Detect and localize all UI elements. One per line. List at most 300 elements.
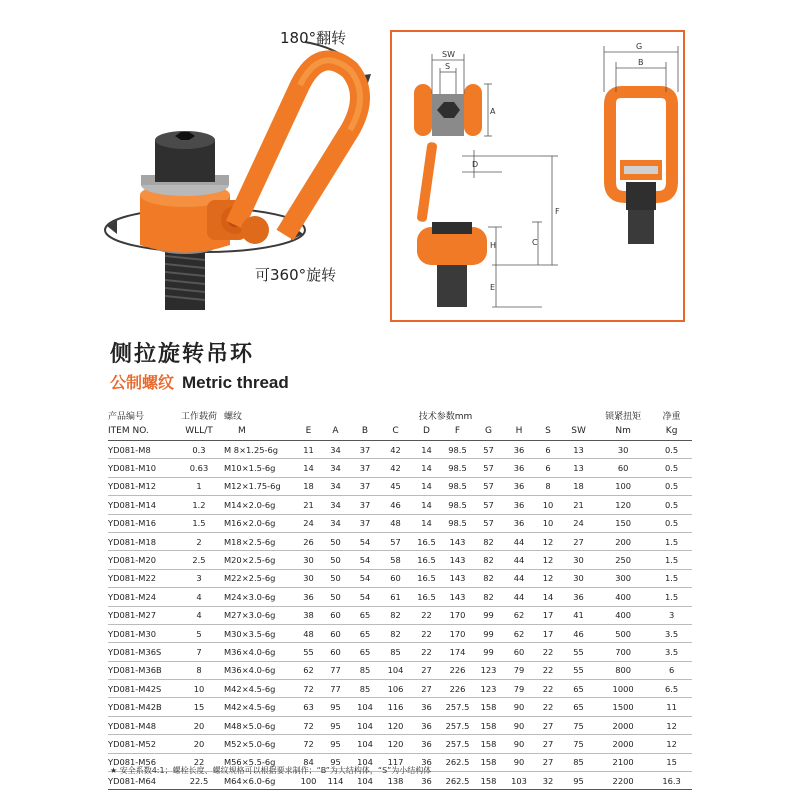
table-cell: 257.5 [442,716,473,734]
table-cell: 85 [350,680,380,698]
table-cell: 36 [296,588,321,606]
table-cell: 27 [534,753,562,771]
table-cell: 16.5 [411,532,442,550]
table-cell: 800 [595,661,651,679]
table-cell: 104 [350,698,380,716]
table-cell: 12 [651,716,692,734]
table-cell: 95 [321,735,350,753]
dimension-drawing [390,30,685,322]
spec-table [108,404,692,790]
table-cell: 120 [595,496,651,514]
table-cell: YD081-M18 [108,532,174,550]
table-row [108,459,692,477]
table-cell: 2 [174,532,224,550]
table-cell: 0.5 [651,496,692,514]
table-cell: 114 [321,772,350,790]
table-cell: 58 [380,551,411,569]
table-cell: 6 [534,441,562,459]
header-dim-h: H [504,422,534,441]
table-cell: 82 [380,624,411,642]
table-cell: M36×4.0-6g [224,643,296,661]
table-cell: 57 [473,477,504,495]
table-cell: 21 [562,496,595,514]
rotate-360-label: 可360°旋转 [255,266,337,284]
table-cell: 0.63 [174,459,224,477]
table-cell: 6.5 [651,680,692,698]
table-cell: 90 [504,698,534,716]
table-cell: 60 [321,624,350,642]
table-cell: 75 [562,716,595,734]
table-cell: 1.2 [174,496,224,514]
table-row [108,496,692,514]
table-cell: 30 [562,569,595,587]
table-cell: 143 [442,588,473,606]
table-cell: M64×6.0-6g [224,772,296,790]
table-cell: 22 [174,753,224,771]
table-cell: 150 [595,514,651,532]
table-cell: 120 [380,735,411,753]
header-torque-zh: 锁紧扭矩 [605,412,642,422]
table-cell: 8 [174,661,224,679]
table-cell: 34 [321,441,350,459]
table-cell: 55 [562,661,595,679]
table-cell: 44 [504,551,534,569]
header-thread-zh: 螺纹 [224,412,243,422]
table-cell: 17 [534,606,562,624]
table-cell: M12×1.75-6g [224,477,296,495]
table-cell: 82 [473,532,504,550]
table-cell: 85 [380,643,411,661]
table-cell: 84 [296,753,321,771]
table-cell: YD081-M48 [108,716,174,734]
header-weight-zh: 净重 [662,412,681,422]
table-cell: 65 [562,698,595,716]
table-cell: 17 [534,624,562,642]
table-cell: 82 [473,588,504,606]
table-cell: 500 [595,624,651,642]
table-cell: 1500 [595,698,651,716]
table-cell: 14 [411,477,442,495]
table-cell: 82 [380,606,411,624]
table-cell: 72 [296,735,321,753]
table-cell: 50 [321,551,350,569]
table-row [108,514,692,532]
table-cell: 95 [321,698,350,716]
table-row [108,532,692,550]
table-cell: 2200 [595,772,651,790]
table-cell: 20 [174,716,224,734]
table-cell: 3 [174,569,224,587]
table-cell: YD081-M30 [108,624,174,642]
table-cell: 50 [321,588,350,606]
table-cell: YD081-M42S [108,680,174,698]
table-row [108,735,692,753]
table-cell: YD081-M64 [108,772,174,790]
table-cell: 257.5 [442,735,473,753]
table-cell: 2000 [595,735,651,753]
table-cell: 0.3 [174,441,224,459]
table-cell: YD081-M12 [108,477,174,495]
header-tech-params: 技术参数mm [418,412,473,422]
table-cell: 72 [296,680,321,698]
product-photo [95,20,395,320]
table-cell: 72 [296,716,321,734]
table-cell: 48 [296,624,321,642]
table-row [108,680,692,698]
spec-table-body [108,441,692,790]
table-cell: 77 [321,680,350,698]
table-cell: YD081-M24 [108,588,174,606]
table-cell: 1000 [595,680,651,698]
table-cell: 36 [411,735,442,753]
table-cell: 98.5 [442,514,473,532]
table-cell: 158 [473,716,504,734]
table-cell: 14 [411,514,442,532]
table-cell: 8 [534,477,562,495]
table-cell: 50 [321,569,350,587]
footnote: ★ 安全系数4:1；螺栓长度、螺纹规格可以根据要求制作；“B”为大结构体，“S”为小结构体 [110,766,432,775]
table-cell: YD081-M16 [108,514,174,532]
table-cell: 27 [411,680,442,698]
table-cell: 36 [562,588,595,606]
table-cell: 14 [411,441,442,459]
header-dim-f: F [442,422,473,441]
table-cell: 61 [380,588,411,606]
table-cell: 12 [651,735,692,753]
table-cell: 37 [350,514,380,532]
table-cell: 44 [504,588,534,606]
table-cell: 1.5 [174,514,224,532]
table-cell: 27 [562,532,595,550]
dim-label-d: D [472,160,479,169]
table-cell: 42 [380,441,411,459]
table-cell: 100 [595,477,651,495]
table-cell: 99 [473,606,504,624]
table-row [108,606,692,624]
dimension-drawing-svg [392,32,687,324]
product-title: 侧拉旋转吊环 [110,342,255,367]
table-cell: 0.5 [651,514,692,532]
table-cell: 22 [534,698,562,716]
table-cell: 11 [296,441,321,459]
table-cell: M14×2.0-6g [224,496,296,514]
table-cell: 158 [473,698,504,716]
table-cell: 0.5 [651,441,692,459]
table-cell: 57 [380,532,411,550]
table-cell: 90 [504,735,534,753]
table-cell: 54 [350,551,380,569]
table-cell: 158 [473,772,504,790]
table-row [108,441,692,459]
table-cell: M24×3.0-6g [224,588,296,606]
table-cell: 34 [321,459,350,477]
table-cell: 48 [380,514,411,532]
table-cell: 54 [350,532,380,550]
table-cell: 90 [504,753,534,771]
table-cell: 143 [442,551,473,569]
table-cell: 10 [534,496,562,514]
table-cell: 57 [473,441,504,459]
table-cell: 174 [442,643,473,661]
table-cell: 14 [534,588,562,606]
table-cell: 16.5 [411,588,442,606]
table-cell: 400 [595,606,651,624]
table-cell: 36 [411,698,442,716]
table-cell: 104 [350,772,380,790]
header-thread-en: M [224,422,296,441]
table-cell: 22 [411,643,442,661]
table-cell: 700 [595,643,651,661]
table-cell: 12 [534,551,562,569]
swivel-hoist-ring-image [95,20,395,320]
table-cell: 103 [504,772,534,790]
table-cell: 5 [174,624,224,642]
table-cell: 79 [504,661,534,679]
table-cell: M56×5.5-6g [224,753,296,771]
table-cell: 44 [504,569,534,587]
table-cell: 3.5 [651,624,692,642]
table-cell: 42 [380,459,411,477]
table-cell: 13 [562,441,595,459]
table-cell: 16.5 [411,569,442,587]
table-cell: 14 [411,459,442,477]
header-dim-g: G [473,422,504,441]
table-cell: 37 [350,477,380,495]
table-cell: 3 [651,606,692,624]
table-cell: 98.5 [442,441,473,459]
dim-label-sw: SW [442,50,455,59]
table-row [108,698,692,716]
table-cell: 250 [595,551,651,569]
table-cell: 82 [473,569,504,587]
table-cell: 99 [473,643,504,661]
table-cell: 37 [350,496,380,514]
table-cell: 38 [296,606,321,624]
table-cell: 0.5 [651,477,692,495]
table-cell: 22 [534,661,562,679]
table-cell: 50 [321,532,350,550]
table-cell: 30 [296,569,321,587]
table-cell: 16.3 [651,772,692,790]
dim-label-s: S [445,62,451,71]
table-cell: 98.5 [442,477,473,495]
table-cell: YD081-M14 [108,496,174,514]
table-cell: 18 [296,477,321,495]
dim-label-c: C [532,238,538,247]
table-cell: 158 [473,753,504,771]
table-cell: 2.5 [174,551,224,569]
table-cell: 400 [595,588,651,606]
table-cell: 30 [296,551,321,569]
dim-label-a: A [490,107,496,116]
table-cell: 55 [562,643,595,661]
header-wll-zh: 工作载荷 [180,412,217,422]
table-cell: 262.5 [442,753,473,771]
table-cell: 24 [296,514,321,532]
table-cell: M16×2.0-6g [224,514,296,532]
table-cell: 6 [534,459,562,477]
table-cell: 62 [504,606,534,624]
table-cell: 4 [174,606,224,624]
table-cell: 1.5 [651,551,692,569]
table-cell: 200 [595,532,651,550]
table-cell: 3.5 [651,643,692,661]
table-cell: 117 [380,753,411,771]
table-cell: YD081-M36S [108,643,174,661]
table-cell: YD081-M27 [108,606,174,624]
table-cell: YD081-M20 [108,551,174,569]
table-cell: 99 [473,624,504,642]
table-cell: 143 [442,532,473,550]
table-cell: 30 [595,441,651,459]
table-cell: 20 [174,735,224,753]
table-cell: 1.5 [651,588,692,606]
table-cell: 26 [296,532,321,550]
table-cell: 32 [534,772,562,790]
table-cell: M42×4.5-6g [224,680,296,698]
table-cell: M18×2.5-6g [224,532,296,550]
table-cell: 65 [562,680,595,698]
table-cell: 7 [174,643,224,661]
table-cell: 36 [504,514,534,532]
table-cell: 65 [350,624,380,642]
table-cell: YD081-M36B [108,661,174,679]
table-cell: 1.5 [651,569,692,587]
header-wll-en: WLL/T [174,422,224,441]
table-cell: 75 [562,735,595,753]
header-dim-d: D [411,422,442,441]
table-cell: 37 [350,441,380,459]
table-cell: 10 [174,680,224,698]
table-cell: YD081-M10 [108,459,174,477]
table-cell: 54 [350,588,380,606]
table-row [108,716,692,734]
table-row [108,551,692,569]
table-cell: 60 [321,606,350,624]
table-cell: 1.5 [651,532,692,550]
table-cell: 22.5 [174,772,224,790]
table-cell: M 8×1.25-6g [224,441,296,459]
table-row [108,624,692,642]
header-item-en: ITEM NO. [108,422,174,441]
table-cell: M10×1.5-6g [224,459,296,477]
table-cell: 138 [380,772,411,790]
table-cell: M22×2.5-6g [224,569,296,587]
table-cell: 36 [411,772,442,790]
table-cell: 34 [321,477,350,495]
dim-label-b: B [638,58,644,67]
table-row [108,588,692,606]
table-cell: 100 [296,772,321,790]
table-cell: 60 [380,569,411,587]
table-cell: 12 [534,532,562,550]
table-cell: 2000 [595,716,651,734]
rotate-180-label: 180°翻转 [280,29,347,47]
table-cell: 79 [504,680,534,698]
header-weight-en: Kg [651,422,692,441]
table-cell: 158 [473,735,504,753]
table-row [108,661,692,679]
table-cell: 54 [350,569,380,587]
table-cell: 13 [562,459,595,477]
table-cell: 36 [411,753,442,771]
header-dim-c: C [380,422,411,441]
table-cell: 46 [562,624,595,642]
header-dim-s: S [534,422,562,441]
table-cell: 22 [411,606,442,624]
table-cell: 21 [296,496,321,514]
table-row [108,643,692,661]
table-cell: 16.5 [411,551,442,569]
subtitle-en: Metric thread [182,373,289,392]
table-cell: 257.5 [442,698,473,716]
table-cell: 95 [321,716,350,734]
header-item-zh: 产品编号 [108,412,145,422]
table-cell: 226 [442,680,473,698]
table-cell: 60 [595,459,651,477]
table-cell: 11 [651,698,692,716]
table-cell: 62 [504,624,534,642]
table-row [108,477,692,495]
table-cell: M20×2.5-6g [224,551,296,569]
table-cell: 22 [534,680,562,698]
header-dim-e: E [296,422,321,441]
table-cell: 1 [174,477,224,495]
table-cell: 15 [174,698,224,716]
dim-label-e: E [490,283,496,292]
table-cell: YD081-M42B [108,698,174,716]
table-cell: 104 [380,661,411,679]
table-cell: 98.5 [442,496,473,514]
table-cell: 104 [350,753,380,771]
table-cell: 36 [504,477,534,495]
table-cell: 36 [504,496,534,514]
table-cell: 143 [442,569,473,587]
table-cell: 65 [350,606,380,624]
table-cell: 57 [473,459,504,477]
header-dim-sw: SW [562,422,595,441]
table-cell: M42×4.5-6g [224,698,296,716]
table-cell: 123 [473,661,504,679]
table-cell: 18 [562,477,595,495]
table-cell: 14 [411,496,442,514]
table-cell: 104 [350,716,380,734]
table-cell: 85 [350,661,380,679]
table-cell: 27 [534,735,562,753]
table-cell: 4 [174,588,224,606]
table-cell: 15 [651,753,692,771]
table-cell: 170 [442,624,473,642]
header-torque-en: Nm [595,422,651,441]
table-cell: 60 [321,643,350,661]
table-cell: 82 [473,551,504,569]
table-cell: 300 [595,569,651,587]
table-cell: 65 [350,643,380,661]
table-cell: 226 [442,661,473,679]
table-cell: 36 [504,459,534,477]
subtitle-zh: 公制螺纹 [110,373,175,392]
table-cell: 14 [296,459,321,477]
table-cell: 77 [321,661,350,679]
table-cell: 63 [296,698,321,716]
table-cell: 44 [504,532,534,550]
header-dim-a: A [321,422,350,441]
table-cell: YD081-M56 [108,753,174,771]
table-cell: 27 [534,716,562,734]
table-cell: 22 [411,624,442,642]
table-cell: 34 [321,496,350,514]
table-cell: M36×4.0-6g [224,661,296,679]
